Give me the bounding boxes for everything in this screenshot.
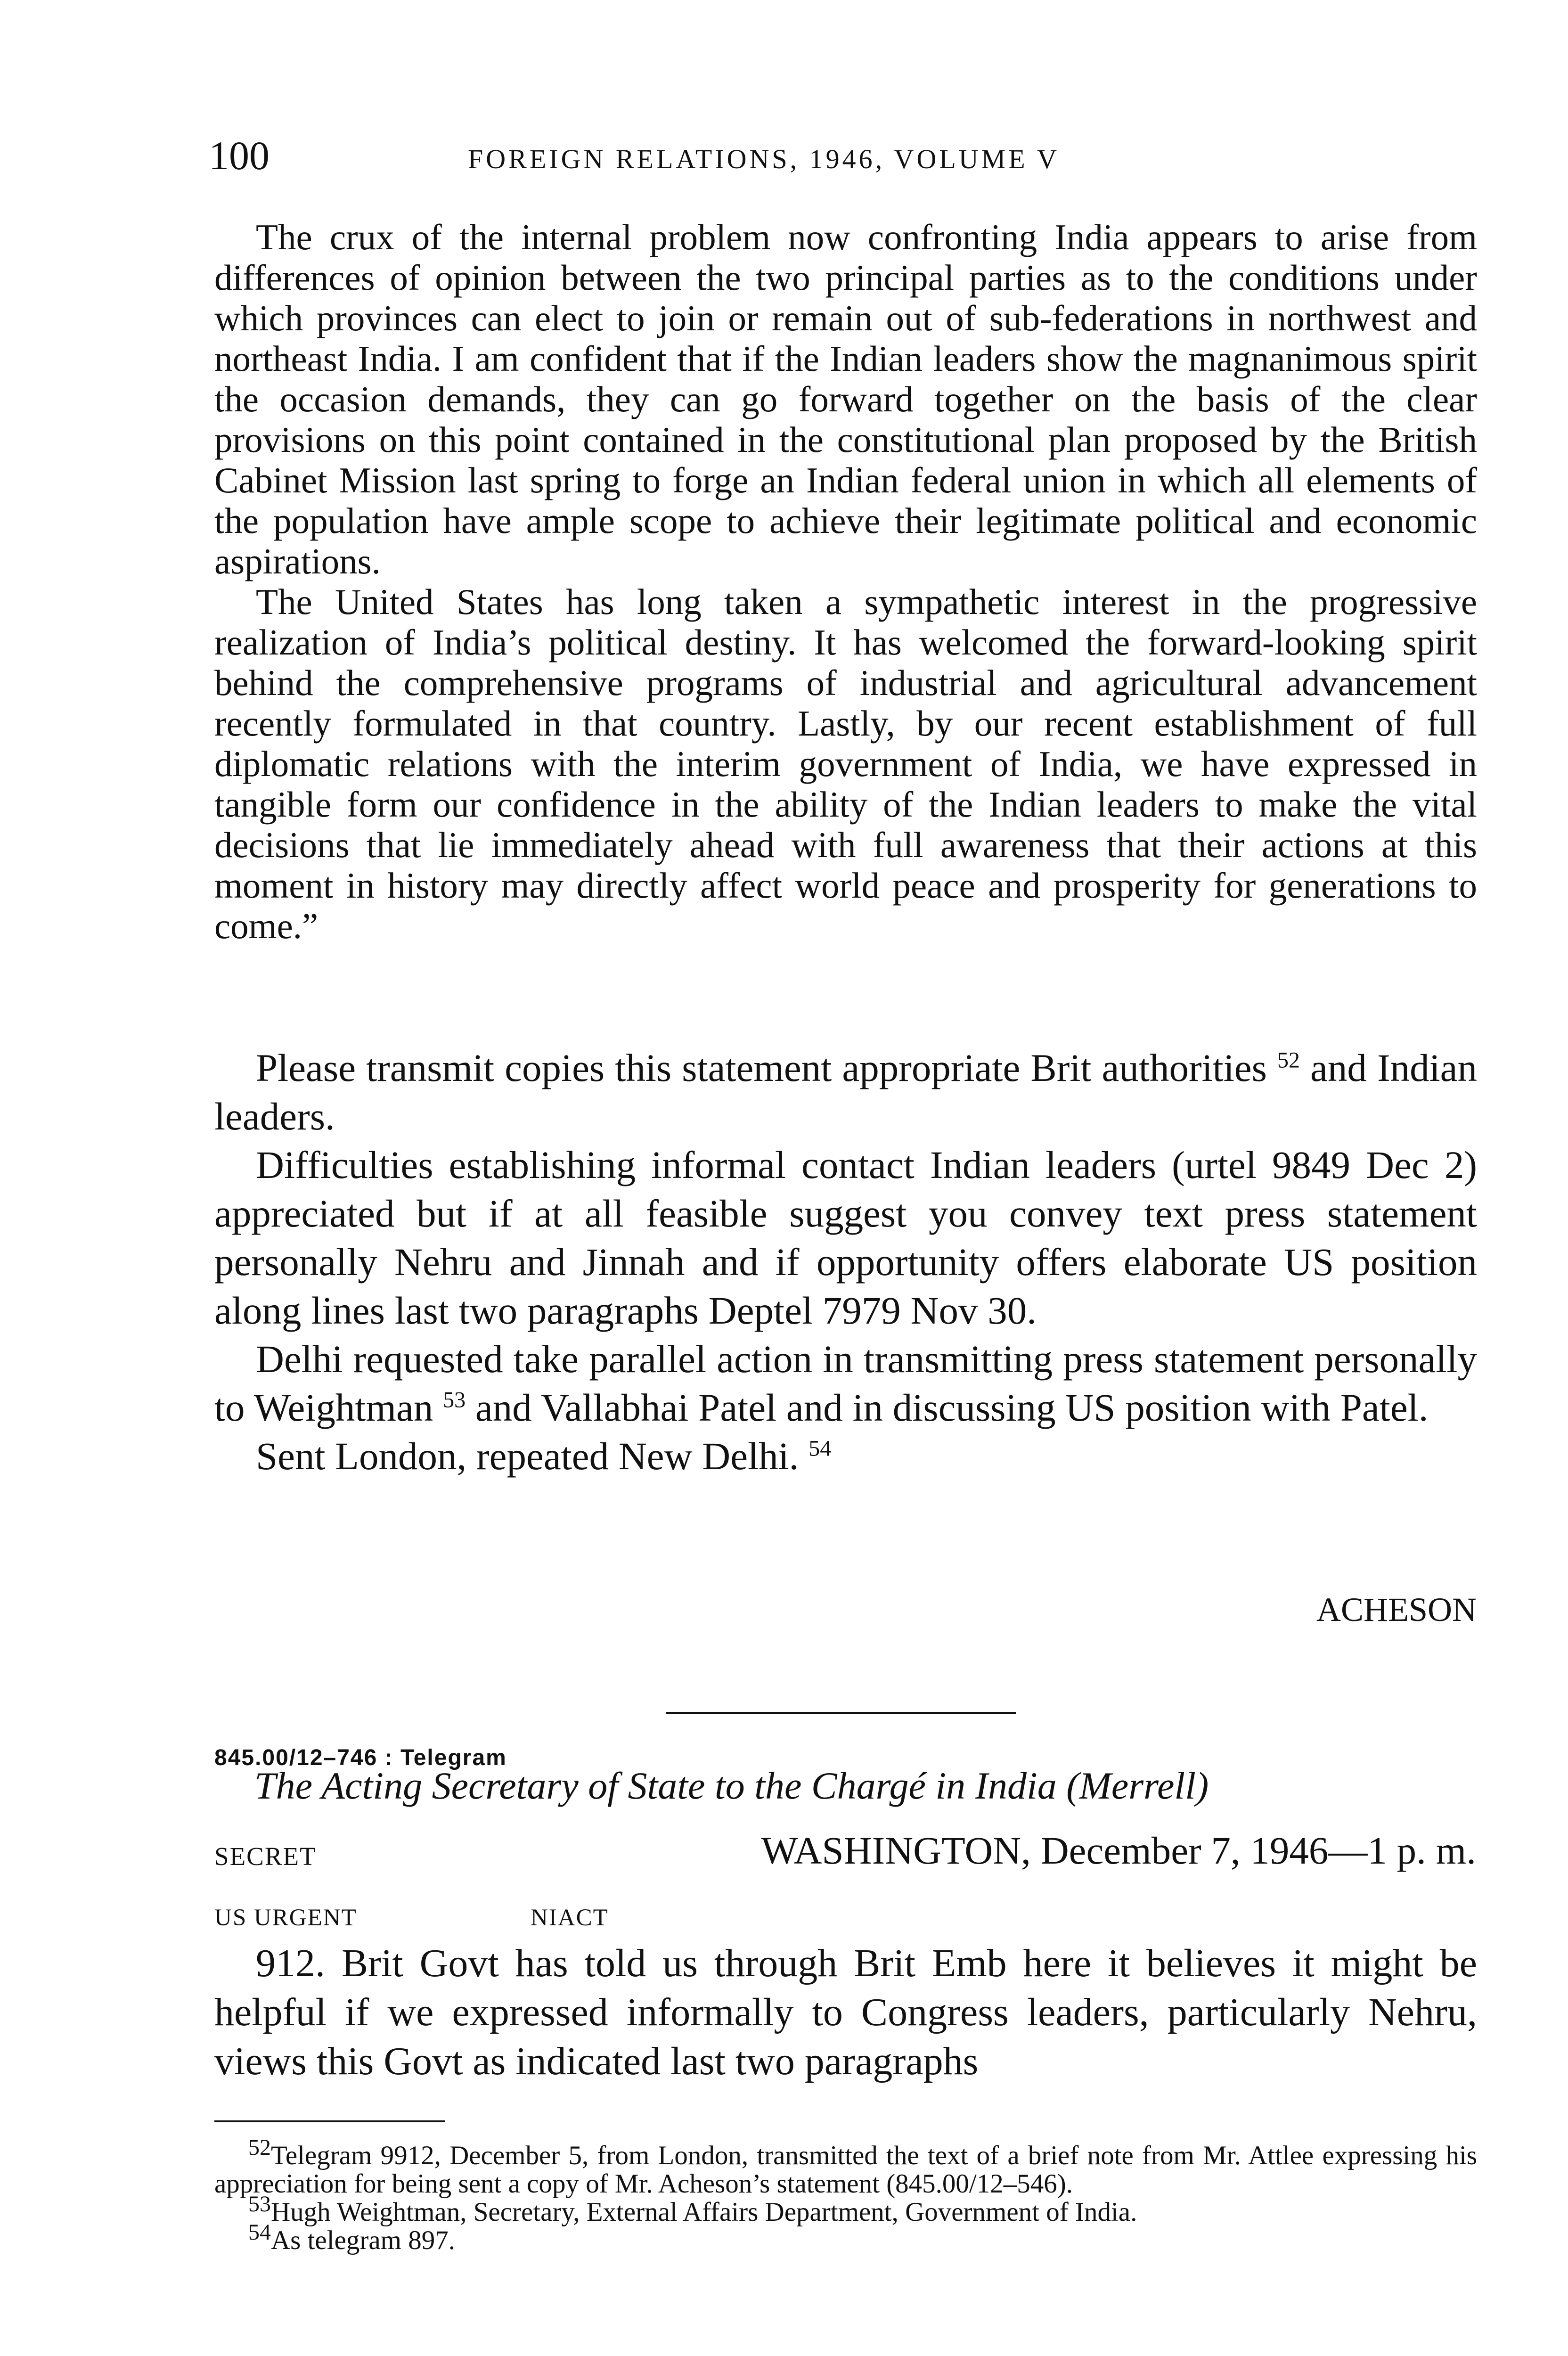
dateline xyxy=(710,1826,1476,1875)
page-number: 100 xyxy=(209,133,270,178)
dateline-date-time: December 7, 1946—1 p. m. xyxy=(1040,1829,1476,1872)
footnotes xyxy=(214,2135,1477,2255)
signature: ACHESON xyxy=(1316,1591,1477,1628)
footnote-divider xyxy=(214,2120,445,2122)
dateline-place: WASHINGTON, xyxy=(761,1829,1031,1872)
statement-paragraph-2: The United States has long taken a sympathetic interest in the progressive realization of India’s political destiny. It has welcomed the forward-looking spirit behind the comprehensive programs of industrial and agricultural advancement recently formulated in that country. Lastly, by our recent establishment of full diplomatic relations with the interim government of India, we have expressed in tangible form our confidence in the ability of the Indian leaders to make the vital decisions that lie immediately ahead with full awareness that their actions at this moment in history may directly affect world peace and prosperity for generations to come.” xyxy=(214,581,1477,946)
footnote-reference-53: 53 xyxy=(443,1387,466,1413)
instruction-paragraph-3-text: Delhi requested take parallel action in transmitting press statement personally to Weightman xyxy=(214,1337,1477,1429)
section-divider xyxy=(666,1712,1016,1714)
footnote-52 xyxy=(214,2135,1477,2199)
footnote-53 xyxy=(214,2192,1477,2227)
footnote-reference-52: 52 xyxy=(1277,1047,1300,1073)
statement-paragraph-1: The crux of the internal problem now confronting India appears to arise from differences of opinion between the two principal parties as to the conditions under which provinces can elect to join or remain out of sub-federations in northwest and northeast India. I am confident that if the Indian leaders show the magnanimous spirit the occasion demands, they can go forward together on the basis of the clear provisions on this point contained in the constitutional plan proposed by the British Cabinet Mission last spring to forge an Indian federal union in which all elements of the population have ample scope to achieve their legitimate political and economic aspirations. xyxy=(214,217,1477,581)
telegram-body xyxy=(214,1939,1477,2086)
footnote-number-52: 52 xyxy=(248,2135,271,2160)
instruction-paragraph-1-end: and Indian leaders. xyxy=(214,1046,1477,1138)
footnote-54 xyxy=(214,2220,1477,2255)
footnote-number-53: 53 xyxy=(248,2192,271,2217)
niact-label: NIACT xyxy=(531,1905,609,1931)
instruction-paragraph-3 xyxy=(214,1335,1477,1432)
footnote-text-53: Hugh Weightman, Secretary, External Affairs Department, Government of India. xyxy=(271,2197,1137,2227)
urgency-label: US URGENT xyxy=(214,1905,357,1931)
telegram-paragraph: 912. Brit Govt has told us through Brit Emb here it believes it might be helpful if we expressed informally to Congress leaders, particularly Nehru, views this Govt as indicated last two paragraphs xyxy=(214,1941,1477,2083)
footnote-text-52: Telegram 9912, December 5, from London, transmitted the text of a brief note from Mr. Attlee expressing his appreciation for being sent a copy of Mr. Acheson’s statement (845.00/12–546). xyxy=(214,2141,1477,2199)
footnote-text-54: As telegram 897. xyxy=(271,2225,455,2255)
instruction-paragraph-3-end: and Vallabhai Patel and in discussing US position with Patel. xyxy=(475,1386,1429,1429)
page-header xyxy=(209,132,1476,184)
classification: SECRET xyxy=(214,1842,317,1871)
instruction-paragraph-4 xyxy=(214,1432,1477,1481)
instructions-section xyxy=(214,1044,1477,1481)
instruction-paragraph-2: Difficulties establishing informal contact Indian leaders (urtel 9849 Dec 2) appreciated but if at all feasible suggest you convey text press statement personally Nehru and Jinnah and if opportunity offers elaborate US position along lines last two paragraphs Deptel 7979 Nov 30. xyxy=(214,1143,1477,1332)
instruction-paragraph-1 xyxy=(214,1044,1477,1141)
instruction-paragraph-1-text: Please transmit copies this statement appropriate Brit authorities xyxy=(256,1046,1267,1089)
footnote-reference-54: 54 xyxy=(808,1436,832,1461)
quoted-statement xyxy=(214,217,1477,946)
footnote-number-54: 54 xyxy=(248,2220,271,2245)
telegram-title: The Acting Secretary of State to the Chargé in India (Merrell) xyxy=(254,1764,1209,1807)
file-reference: 845.00/12–746 : Telegram xyxy=(214,1745,507,1770)
instruction-paragraph-4-text: Sent London, repeated New Delhi. xyxy=(256,1434,799,1478)
running-head: FOREIGN RELATIONS, 1946, VOLUME V xyxy=(468,144,1060,174)
